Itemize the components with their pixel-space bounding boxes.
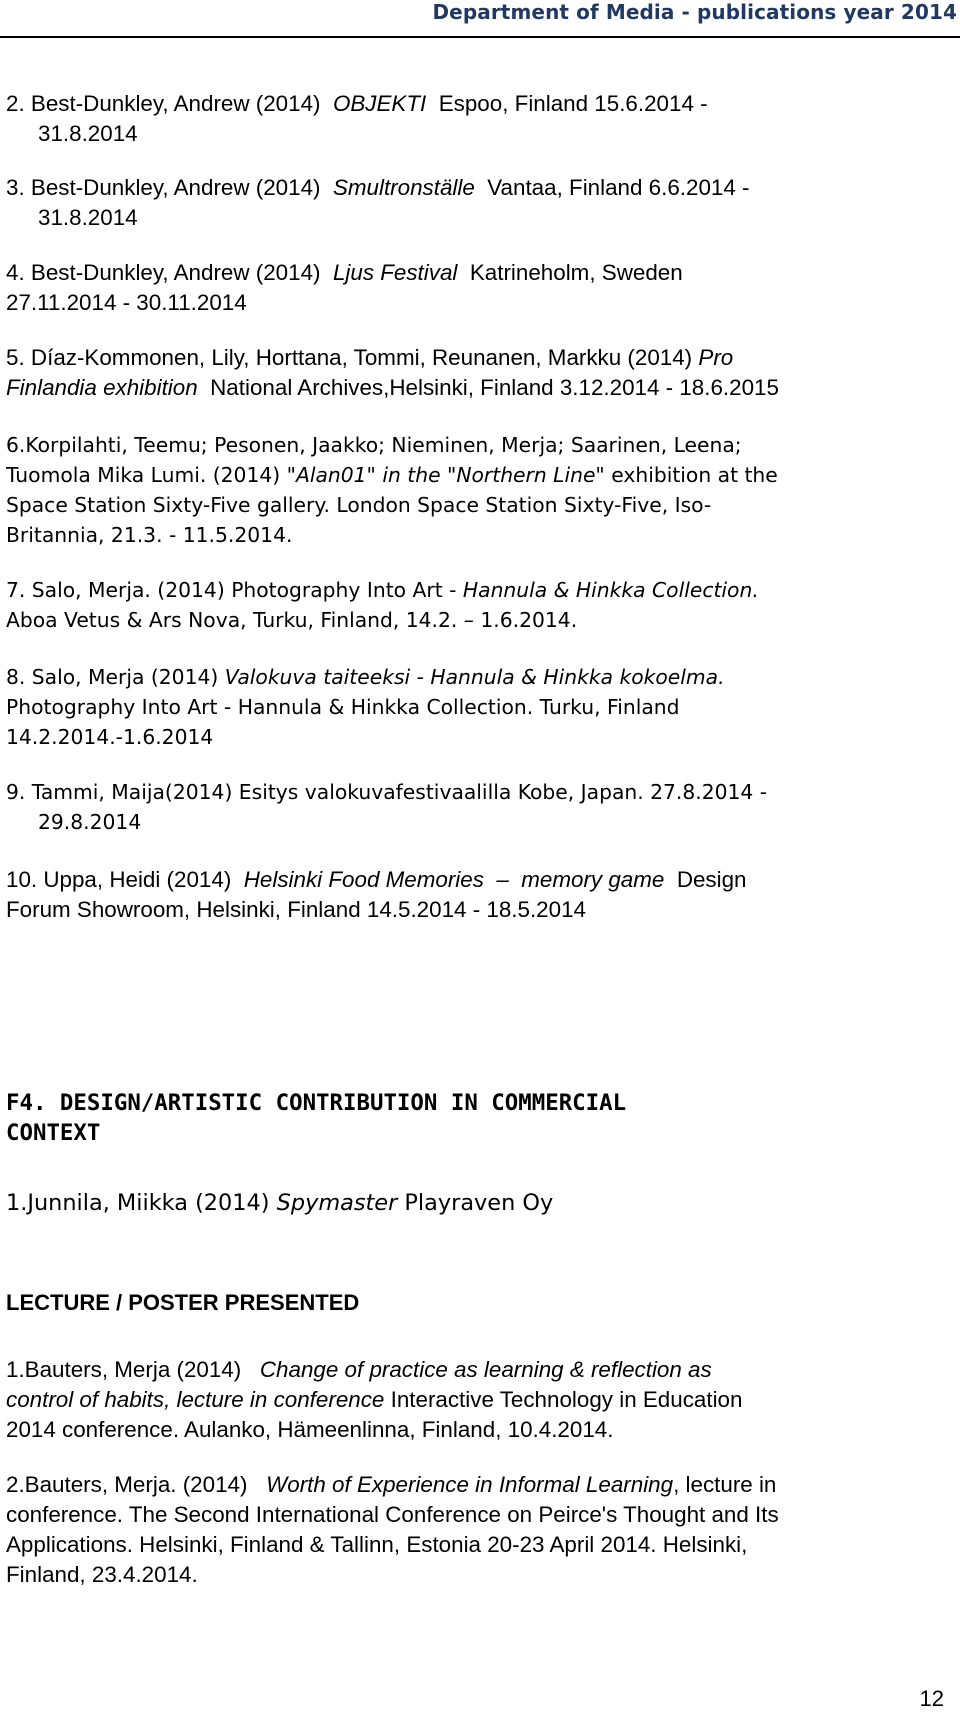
entry-title: Hannula & Hinkka Collection. bbox=[462, 578, 759, 602]
entry-title: Smultronställe bbox=[332, 175, 475, 200]
exhibition-entry-6 bbox=[6, 430, 954, 550]
entry-title-cont: Finlandia exhibition bbox=[6, 375, 198, 400]
entry-line bbox=[6, 662, 954, 692]
entry-details: Vantaa, Finland 6.6.2014 - bbox=[487, 175, 750, 200]
entry-title: Pro bbox=[698, 345, 734, 370]
entry-author: Tuomola Mika Lumi. (2014) bbox=[6, 463, 281, 487]
entry-details-cont: 31.8.2014 bbox=[38, 205, 138, 230]
entry-author: 8. Salo, Merja (2014) bbox=[6, 665, 219, 689]
entry-line bbox=[6, 343, 954, 373]
entry-line bbox=[6, 865, 954, 895]
entry-author: Best-Dunkley, Andrew (2014) bbox=[30, 91, 321, 116]
entry-number: 4. bbox=[6, 260, 25, 285]
entry-details: Playraven Oy bbox=[404, 1190, 554, 1216]
entry-details-cont: 27.11.2014 - 30.11.2014 bbox=[6, 290, 247, 315]
entry-line bbox=[6, 89, 954, 119]
entry-details-cont: 31.8.2014 bbox=[38, 121, 138, 146]
header-rule bbox=[0, 36, 960, 38]
entry-title: Worth of Experience in Informal Learning bbox=[266, 1472, 674, 1497]
entry-line: Applications. Helsinki, Finland & Tallinn, Estonia 20-23 April 2014. Helsinki, bbox=[6, 1532, 748, 1557]
entry-number: 3. bbox=[6, 175, 25, 200]
entry-author: Díaz-Kommonen, Lily, Horttana, Tommi, Reunanen, Markku (2014) bbox=[30, 345, 693, 370]
entry-author: 7. Salo, Merja. (2014) Photography Into Art - bbox=[6, 578, 457, 602]
section-heading-line: CONTEXT bbox=[6, 1120, 101, 1146]
lecture-entry-1 bbox=[6, 1355, 954, 1445]
entry-title: "Alan01" in the "Northern Line" bbox=[286, 463, 605, 487]
entry-title: Change of practice as learning & reflection as bbox=[259, 1357, 712, 1382]
entry-details: National Archives,Helsinki, Finland 3.12.2014 - 18.6.2015 bbox=[210, 375, 779, 400]
entry-line bbox=[6, 373, 954, 403]
entry-line: conference. The Second International Conference on Peirce's Thought and Its bbox=[6, 1502, 779, 1527]
entry-author: 10. Uppa, Heidi (2014) bbox=[6, 867, 232, 892]
entry-title: Ljus Festival bbox=[332, 260, 458, 285]
section-heading-lectures: LECTURE / POSTER PRESENTED bbox=[6, 1290, 360, 1315]
entry-line bbox=[6, 1188, 954, 1218]
exhibition-entry-4 bbox=[6, 258, 954, 318]
page-header-title: Department of Media - publications year 2014 bbox=[432, 0, 957, 24]
entry-title: Spymaster bbox=[276, 1190, 398, 1216]
entry-line bbox=[6, 575, 954, 605]
entry-line bbox=[6, 1385, 954, 1415]
entry-details: Interactive Technology in Education bbox=[390, 1387, 743, 1412]
entry-details: Design bbox=[676, 867, 747, 892]
entry-title: OBJEKTI bbox=[332, 91, 427, 116]
entry-line: 9. Tammi, Maija(2014) Esitys valokuvafestivaalilla Kobe, Japan. 27.8.2014 - bbox=[6, 780, 768, 804]
exhibition-entry-3 bbox=[6, 173, 954, 233]
exhibition-entry-7 bbox=[6, 575, 954, 635]
entry-number: 2. bbox=[6, 91, 25, 116]
entry-line: 6.Korpilahti, Teemu; Pesonen, Jaakko; Nieminen, Merja; Saarinen, Leena; bbox=[6, 433, 742, 457]
exhibition-entry-9 bbox=[6, 777, 954, 837]
entry-number: 5. bbox=[6, 345, 25, 370]
entry-title-cont: control of habits, lecture in conference bbox=[6, 1387, 385, 1412]
entry-line: Forum Showroom, Helsinki, Finland 14.5.2014 - 18.5.2014 bbox=[6, 897, 586, 922]
entry-details: , lecture in bbox=[673, 1472, 777, 1497]
entry-details: exhibition at the bbox=[611, 463, 778, 487]
entry-title-dash: – bbox=[496, 867, 509, 892]
lecture-entry-2 bbox=[6, 1470, 954, 1590]
entry-author: 1.Junnila, Miikka (2014) bbox=[6, 1190, 270, 1216]
exhibition-entry-5 bbox=[6, 343, 954, 403]
entry-details: Espoo, Finland 15.6.2014 - bbox=[438, 91, 708, 116]
entry-line: 2014 conference. Aulanko, Hämeenlinna, Finland, 10.4.2014. bbox=[6, 1417, 614, 1442]
entry-details: Katrineholm, Sweden bbox=[469, 260, 683, 285]
entry-line: Aboa Vetus & Ars Nova, Turku, Finland, 14.2. – 1.6.2014. bbox=[6, 608, 578, 632]
entry-line: 14.2.2014.-1.6.2014 bbox=[6, 725, 214, 749]
entry-line bbox=[6, 460, 954, 490]
section-heading-f4 bbox=[6, 1088, 954, 1148]
entry-author: 1.Bauters, Merja (2014) bbox=[6, 1357, 242, 1382]
entry-line: 29.8.2014 bbox=[38, 810, 142, 834]
entry-author: Best-Dunkley, Andrew (2014) bbox=[30, 260, 321, 285]
section-heading-line: F4. DESIGN/ARTISTIC CONTRIBUTION IN COMMERCIAL bbox=[6, 1090, 627, 1116]
exhibition-entry-2 bbox=[6, 89, 954, 149]
entry-line bbox=[6, 1470, 954, 1500]
page-number: 12 bbox=[919, 1686, 944, 1711]
entry-line: Finland, 23.4.2014. bbox=[6, 1562, 198, 1587]
entry-line bbox=[6, 1355, 954, 1385]
entry-title: Valokuva taiteeksi - Hannula & Hinkka kokoelma. bbox=[224, 665, 725, 689]
entry-line: Space Station Sixty-Five gallery. London Space Station Sixty-Five, Iso- bbox=[6, 493, 712, 517]
entry-title: Helsinki Food Memories bbox=[243, 867, 484, 892]
entry-line: Photography Into Art - Hannula & Hinkka Collection. Turku, Finland bbox=[6, 695, 680, 719]
entry-author: Best-Dunkley, Andrew (2014) bbox=[30, 175, 321, 200]
entry-title-cont: memory game bbox=[521, 867, 665, 892]
entry-line bbox=[6, 173, 954, 203]
exhibition-entry-10 bbox=[6, 865, 954, 925]
entry-line: Britannia, 21.3. - 11.5.2014. bbox=[6, 523, 293, 547]
entry-line bbox=[6, 258, 954, 288]
exhibition-entry-8 bbox=[6, 662, 954, 752]
commercial-entry-1 bbox=[6, 1188, 954, 1218]
entry-author: 2.Bauters, Merja. (2014) bbox=[6, 1472, 248, 1497]
